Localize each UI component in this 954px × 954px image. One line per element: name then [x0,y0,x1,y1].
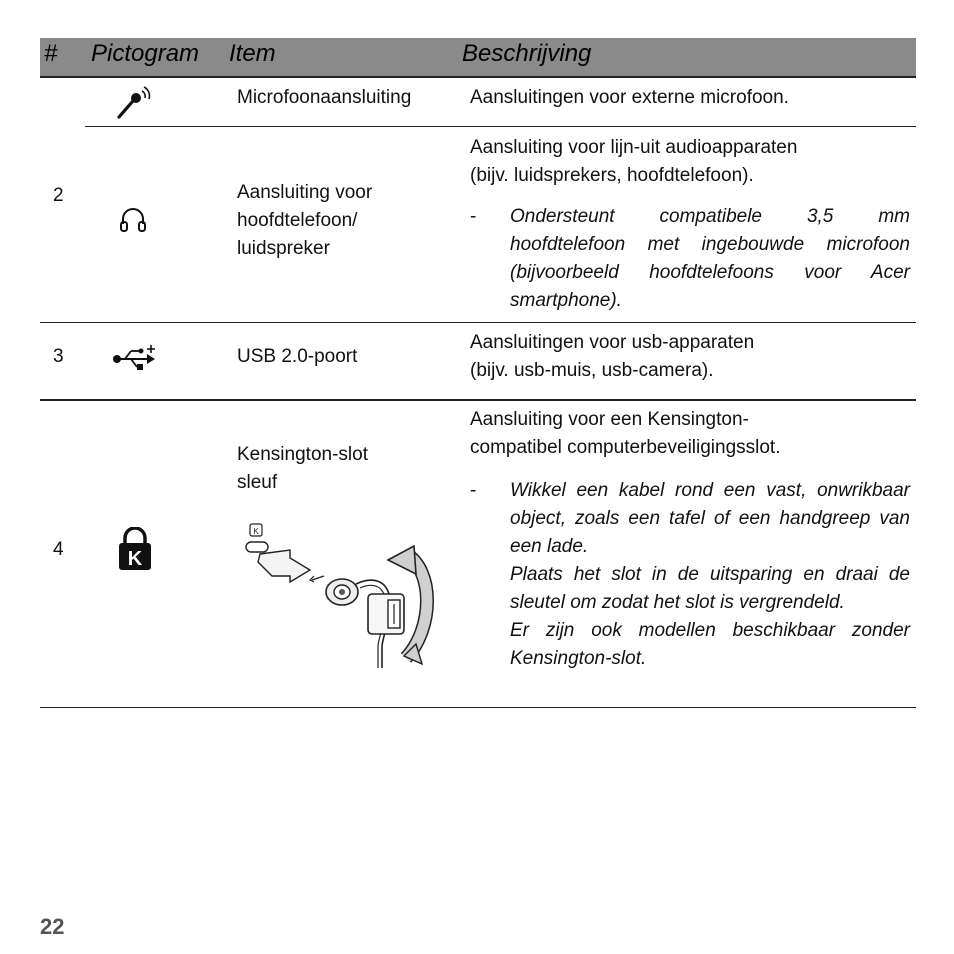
row-divider [40,399,916,401]
bullet-paragraph: Wikkel een kabel rond een vast, onwrikbaar object, zoals een tafel of een handgreep van een lade. [510,480,910,557]
bullet-paragraph: Plaats het slot in de uitsparing en draai de sleutel om zodat het slot is vergrendeld. [510,564,910,613]
bullet-text [510,477,910,673]
description-headphone-line2: (bijv. luidsprekers, hoofdtelefoon). [470,165,754,186]
item-kensington-line2: sleuf [237,472,278,493]
row-number: 4 [53,539,64,560]
header-description: Beschrijving [462,40,592,67]
header-pictogram: Pictogram [91,40,200,67]
bullet-headphone [470,203,910,315]
description-usb-line2: (bijv. usb-muis, usb-camera). [470,360,714,381]
usb-icon [111,343,159,378]
description-kensington-line2: compatibel computerbeveiligingsslot. [470,437,781,458]
description-kensington-line1: Aansluiting voor een Kensington- [470,409,749,430]
bullet-kensington [470,477,910,673]
bullet-dash: - [470,480,477,501]
description-headphone-line1: Aansluiting voor lijn-uit audioapparaten [470,137,798,158]
kensington-lock-illustration [238,518,438,675]
row-number: 2 [53,185,64,206]
microphone-icon [116,86,152,125]
item-headphone: Aansluiting voor hoofdtelefoon/ luidspreker [237,182,373,259]
row-number: 3 [53,346,64,367]
description-microphone: Aansluitingen voor externe microfoon. [470,87,789,108]
header-num: # [44,40,58,67]
bullet-paragraph: Er zijn ook modellen beschikbaar zonder Kensington-slot. [510,620,910,669]
item-kensington-line1: Kensington-slot [237,444,368,465]
row-divider [40,707,916,708]
row-divider [40,322,916,323]
item-usb: USB 2.0-poort [237,346,358,367]
svg-text:K: K [127,548,143,570]
description-usb-line1: Aansluitingen voor usb-apparaten [470,332,755,353]
row-divider [85,126,916,127]
header-item: Item [229,40,276,67]
table-header [40,38,916,78]
headphone-icon [119,206,147,239]
bullet-text: Ondersteunt compatibele 3,5 mm hoofdtelefoon met ingebouwde microfoon (bijvoorbeeld hoofdtelefoons voor Acer smartphone). [510,206,910,311]
svg-text:K: K [253,527,259,536]
page-number: 22 [40,914,65,939]
kensington-lock-icon [118,527,152,576]
item-microphone: Microfoonaansluiting [237,87,412,108]
bullet-dash: - [470,206,477,227]
